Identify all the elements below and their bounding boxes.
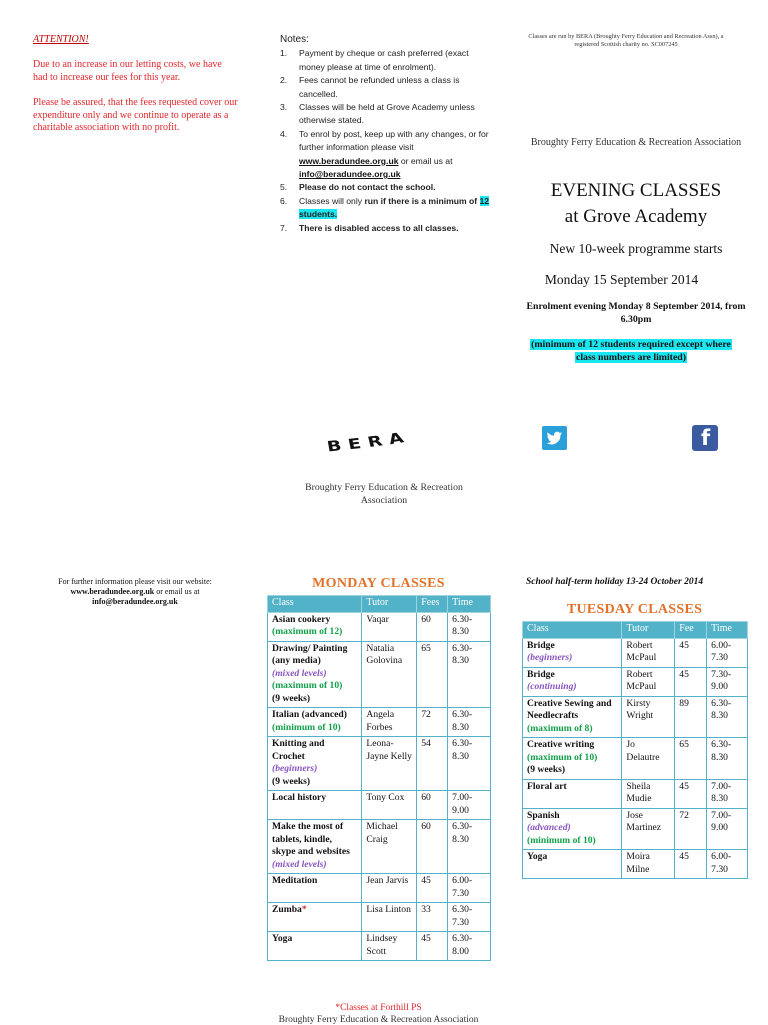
time-cell: 6.00-7.30 <box>448 874 491 903</box>
table-row <box>268 791 491 820</box>
note-item: 7. There is disabled access to all classes. <box>280 222 459 233</box>
class-cell <box>268 641 362 708</box>
further-info: For further information please visit our website: www.beradundee.org.uk or email us at info@beradundee.org.uk <box>58 577 212 606</box>
time-cell: 6.30-8.30 <box>448 641 491 708</box>
notes-title: Notes: <box>280 34 309 45</box>
tutor-cell: Lindsey Scott <box>362 932 417 961</box>
monday-classes-title: MONDAY CLASSES <box>312 576 445 591</box>
class-cell <box>268 820 362 874</box>
class-note: (9 weeks) <box>527 764 566 775</box>
time-cell: 6.30-8.30 <box>448 612 491 641</box>
table-row <box>268 708 491 737</box>
class-cell <box>523 667 622 696</box>
header-tutor: Tutor <box>362 596 417 613</box>
table-row <box>523 696 748 738</box>
table-header-row <box>523 622 748 639</box>
time-cell: 6.00-7.30 <box>707 638 748 667</box>
class-note: (minimum of 10) <box>272 721 341 733</box>
time-cell: 6.30-7.30 <box>448 903 491 932</box>
time-cell: 7.00-9.00 <box>707 808 748 850</box>
organisation-name: Broughty Ferry Education & Recreation Association <box>530 137 742 148</box>
class-name: Zumba <box>272 904 302 915</box>
email-link[interactable]: info@beradundee.org.uk <box>299 169 401 180</box>
table-row <box>523 638 748 667</box>
class-note: (mixed levels) <box>272 858 327 870</box>
tutor-cell: Leona-Jayne Kelly <box>362 737 417 791</box>
tutor-cell: Jean Jarvis <box>362 874 417 903</box>
programme-text: New 10-week programme starts <box>549 241 723 256</box>
header-class: Class <box>523 622 622 639</box>
time-cell: 6.30-8.30 <box>707 696 748 738</box>
class-note: (mixed levels) <box>272 667 327 679</box>
table-row <box>523 808 748 850</box>
class-name: Drawing/ Painting (any media) <box>272 642 348 666</box>
note-item: 5. Please do not contact the school. <box>280 182 436 193</box>
note-item: 4. To enrol by post, keep up with any changes, or for further information please visit www.beradundee.org.uk or email us at info@beradundee.org.uk <box>280 128 489 180</box>
facebook-icon[interactable]: f <box>692 425 718 451</box>
class-cell <box>523 638 622 667</box>
logo-text: BERA <box>325 427 413 455</box>
attention-fee-increase: Due to an increase in our letting costs, we have had to increase our fees for this year. <box>33 59 222 83</box>
class-name: Local history <box>272 792 327 803</box>
class-cell <box>268 791 362 820</box>
organisation-name-footer: Broughty Ferry Education & Recreation Association <box>305 482 463 506</box>
note-item: 2. Fees cannot be refunded unless a class is cancelled. <box>280 75 460 99</box>
fee-cell: 72 <box>417 708 448 737</box>
tutor-cell: Kirsty Wright <box>622 696 675 738</box>
website-link[interactable]: www.beradundee.org.uk <box>299 155 399 166</box>
note-item: 6. Classes will only run if there is a minimum of 12 students. <box>280 195 490 220</box>
table-row <box>523 850 748 879</box>
table-row <box>268 874 491 903</box>
class-note: (maximum of 12) <box>272 626 343 637</box>
class-name: Creative writing <box>527 739 595 750</box>
class-note: (beginners) <box>272 763 318 774</box>
minimum-highlight: 12 students. <box>299 195 490 220</box>
fee-cell: 45 <box>417 874 448 903</box>
header-tutor: Tutor <box>622 622 675 639</box>
tutor-cell: Natalia Golovina <box>362 641 417 708</box>
table-row <box>268 820 491 874</box>
forthill-note: *Classes at Forthill PS <box>335 1003 422 1013</box>
tutor-cell: Jose Martinez <box>622 808 675 850</box>
table-row <box>268 903 491 932</box>
time-cell: 7.00-8.30 <box>707 779 748 808</box>
fee-cell: 65 <box>417 641 448 708</box>
twitter-icon[interactable] <box>542 426 567 450</box>
class-cell <box>268 612 362 641</box>
table-row <box>268 612 491 641</box>
class-name: Yoga <box>272 933 293 944</box>
fee-cell: 45 <box>675 638 707 667</box>
tutor-cell: Tony Cox <box>362 791 417 820</box>
fee-cell: 72 <box>675 808 707 850</box>
class-note: (9 weeks) <box>272 692 311 704</box>
class-note: (advanced) <box>527 822 571 833</box>
fee-cell: 65 <box>675 738 707 780</box>
class-name: Asian cookery <box>272 613 331 625</box>
venue-marker: * <box>301 904 307 915</box>
class-note: (beginners) <box>527 652 573 663</box>
fee-cell: 45 <box>417 932 448 961</box>
header-fees: Fees <box>417 596 448 613</box>
class-cell <box>523 808 622 850</box>
notes-list <box>280 47 492 235</box>
class-cell <box>523 850 622 879</box>
class-note: (minimum of 10) <box>527 834 596 846</box>
website-text[interactable]: www.beradundee.org.uk <box>70 587 155 596</box>
class-note: (maximum of 10) <box>272 680 343 691</box>
table-header-row <box>268 596 491 613</box>
time-cell: 6.30-8.00 <box>448 932 491 961</box>
class-name: Spanish <box>527 809 560 821</box>
header-time: Time <box>707 622 748 639</box>
time-cell: 7.30-9.00 <box>707 667 748 696</box>
attention-charity-note: Please be assured, that the fees requested cover our expenditure only and we continue to operate as a charitable association with no profit. <box>33 97 238 134</box>
charity-note: Classes are run by BERA (Broughty Ferry Education and Recreation Assn), a registered Scottish charity no. SC007245 <box>528 33 724 48</box>
class-name: Meditation <box>272 875 318 886</box>
time-cell: 6.30-8.30 <box>448 820 491 874</box>
class-name: Creative Sewing and Needlecrafts <box>527 697 612 721</box>
fee-cell: 60 <box>417 791 448 820</box>
table-row <box>268 737 491 791</box>
monday-rows <box>268 612 491 961</box>
class-note: (9 weeks) <box>272 775 311 787</box>
tutor-cell: Sheila Mudie <box>622 779 675 808</box>
enrolment-evening: Enrolment evening Monday 8 September 2014, from 6.30pm <box>526 301 746 325</box>
fee-cell: 45 <box>675 850 707 879</box>
class-name: Floral art <box>527 780 567 792</box>
class-cell <box>268 932 362 961</box>
fee-cell: 60 <box>417 612 448 641</box>
class-name: Bridge <box>527 668 555 680</box>
class-name: Bridge <box>527 639 555 651</box>
class-cell <box>268 874 362 903</box>
table-row <box>523 738 748 780</box>
header-class: Class <box>268 596 362 613</box>
tuesday-classes-title: TUESDAY CLASSES <box>566 602 703 617</box>
tutor-cell: Michael Craig <box>362 820 417 874</box>
fee-cell: 45 <box>675 779 707 808</box>
class-name: Make the most of tablets, kindle, skype and websites <box>272 821 350 857</box>
fee-cell: 33 <box>417 903 448 932</box>
time-cell: 6.30-8.30 <box>448 737 491 791</box>
fee-cell: 45 <box>675 667 707 696</box>
notes-panel <box>280 33 492 235</box>
table-row <box>268 932 491 961</box>
class-cell <box>268 903 362 932</box>
time-cell: 6.30-8.30 <box>707 738 748 780</box>
tutor-cell: Moira Milne <box>622 850 675 879</box>
organisation-name-bottom: Broughty Ferry Education & Recreation Association <box>278 1015 479 1025</box>
tutor-cell: Vaqar <box>362 612 417 641</box>
class-name: Italian (advanced) <box>272 709 347 720</box>
tutor-cell: Jo Delautre <box>622 738 675 780</box>
monday-classes-table <box>267 595 491 961</box>
tutor-cell: Lisa Linton <box>362 903 417 932</box>
class-cell <box>523 696 622 738</box>
tutor-cell: Robert McPaul <box>622 638 675 667</box>
class-note: (maximum of 10) <box>527 751 598 763</box>
table-row <box>523 779 748 808</box>
time-cell: 7.00-9.00 <box>448 791 491 820</box>
table-row <box>523 667 748 696</box>
tuesday-rows <box>523 638 748 879</box>
fee-cell: 89 <box>675 696 707 738</box>
class-cell <box>268 737 362 791</box>
start-date: Monday 15 September 2014 <box>544 272 699 287</box>
table-row <box>268 641 491 708</box>
fee-cell: 54 <box>417 737 448 791</box>
svg-text:BERA <box>326 428 413 455</box>
tutor-cell: Angela Forbes <box>362 708 417 737</box>
class-cell <box>523 738 622 780</box>
fee-cell: 60 <box>417 820 448 874</box>
tutor-cell: Robert McPaul <box>622 667 675 696</box>
class-note: (maximum of 8) <box>527 722 593 734</box>
class-name: Knitting and Crochet <box>272 738 325 762</box>
header-time: Time <box>448 596 491 613</box>
class-note: (continuing) <box>527 681 577 692</box>
class-cell <box>523 779 622 808</box>
note-item: 1. Payment by cheque or cash preferred (exact money please at time of enrolment). <box>280 48 469 72</box>
time-cell: 6.30-8.30 <box>448 708 491 737</box>
page-title: EVENING CLASSES at Grove Academy <box>550 180 722 227</box>
note-item: 3. Classes will be held at Grove Academy unless otherwise stated. <box>280 102 475 126</box>
time-cell: 6.00-7.30 <box>707 850 748 879</box>
header-fees: Fee <box>675 622 707 639</box>
tuesday-classes-table <box>522 621 748 879</box>
bera-logo <box>324 423 449 457</box>
half-term-note: School half-term holiday 13-24 October 2014 <box>526 577 704 587</box>
email-text[interactable]: info@beradundee.org.uk <box>92 597 178 606</box>
attention-heading: ATTENTION! <box>33 34 89 45</box>
class-cell <box>268 708 362 737</box>
minimum-students-note: (minimum of 12 students required except where class numbers are limited) <box>531 339 731 363</box>
class-name: Yoga <box>527 851 548 862</box>
